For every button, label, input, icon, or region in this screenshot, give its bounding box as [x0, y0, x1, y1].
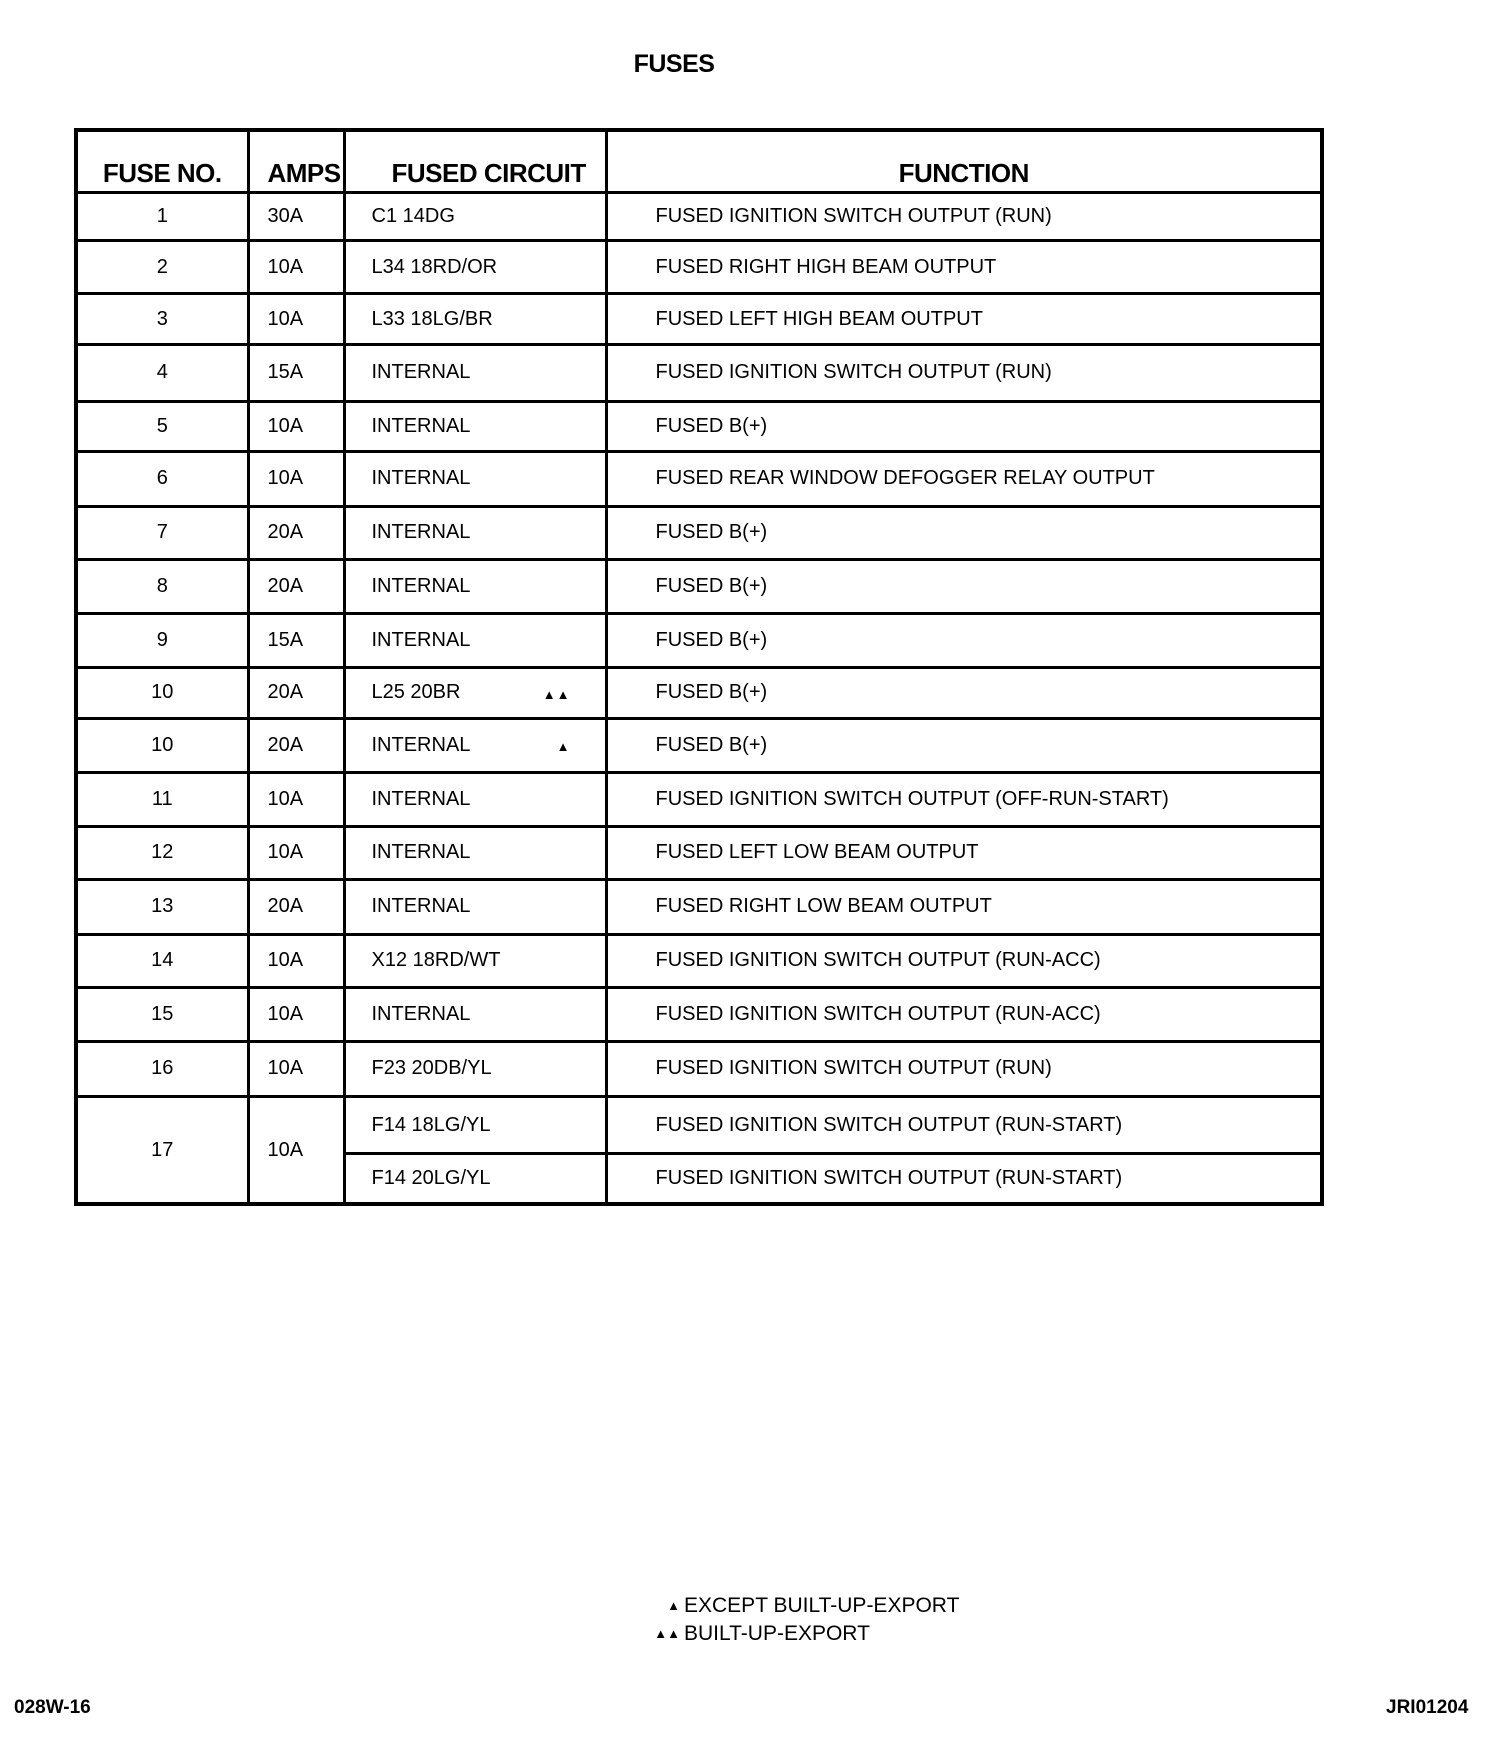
header-row	[76, 130, 1322, 192]
fused-circuit-text: INTERNAL	[371, 414, 471, 437]
fused-circuit-text: X12 18RD/WT	[371, 949, 501, 972]
function-cell: FUSED IGNITION SWITCH OUTPUT (RUN-START)	[606, 1097, 1322, 1154]
function-cell: FUSED IGNITION SWITCH OUTPUT (RUN-START)	[606, 1153, 1322, 1204]
fuse-table	[74, 128, 1324, 1206]
fuse-number-cell: 13	[76, 880, 248, 935]
fused-circuit-cell	[344, 506, 606, 560]
table-row	[76, 613, 1322, 668]
function-cell: FUSED B(+)	[606, 668, 1322, 718]
fuse-number-cell: 9	[76, 613, 248, 668]
fused-circuit-text: F23 20DB/YL	[371, 1057, 492, 1080]
fuse-number-cell: 10	[76, 668, 248, 718]
fused-circuit-cell	[344, 826, 606, 880]
fuse-number-cell: 8	[76, 560, 248, 614]
function-cell: FUSED RIGHT HIGH BEAM OUTPUT	[606, 240, 1322, 294]
amps-cell: 20A	[248, 560, 344, 614]
legend-item-export	[652, 1622, 870, 1646]
function-cell: FUSED RIGHT LOW BEAM OUTPUT	[606, 880, 1322, 935]
fuse-number-cell: 2	[76, 240, 248, 294]
fused-circuit-cell	[344, 560, 606, 614]
fused-circuit-text: INTERNAL	[371, 628, 471, 651]
fused-circuit-text: INTERNAL	[371, 521, 471, 544]
fused-circuit-cell	[344, 344, 606, 401]
amps-cell: 30A	[248, 192, 344, 240]
fuse-number-cell: 11	[76, 773, 248, 827]
fused-circuit-cell: F14 20LG/YL	[344, 1153, 606, 1204]
fused-circuit-cell	[344, 773, 606, 827]
footer-right-code: JRI01204	[1386, 1697, 1469, 1718]
fuse-number-cell: 16	[76, 1041, 248, 1097]
fuse-number-cell: 3	[76, 294, 248, 344]
function-cell: FUSED B(+)	[606, 560, 1322, 614]
amps-cell: 10A	[248, 1041, 344, 1097]
fused-circuit-cell	[344, 668, 606, 718]
amps-cell: 10A	[248, 240, 344, 294]
function-cell: FUSED IGNITION SWITCH OUTPUT (RUN-ACC)	[606, 934, 1322, 988]
table-row	[76, 452, 1322, 507]
table-row	[76, 240, 1322, 294]
table-row	[76, 988, 1322, 1042]
function-cell: FUSED LEFT HIGH BEAM OUTPUT	[606, 294, 1322, 344]
amps-cell: 10A	[248, 294, 344, 344]
fused-circuit-cell	[344, 988, 606, 1042]
fused-circuit-text: INTERNAL	[371, 787, 471, 810]
fuse-number-cell: 1	[76, 192, 248, 240]
amps-cell: 10A	[248, 1097, 344, 1204]
fused-circuit-text: L34 18RD/OR	[371, 255, 498, 278]
amps-cell: 10A	[248, 773, 344, 827]
fused-circuit-cell	[344, 240, 606, 294]
amps-cell: 15A	[248, 344, 344, 401]
table-row	[76, 880, 1322, 935]
amps-cell: 15A	[248, 613, 344, 668]
table-row	[76, 718, 1322, 773]
triangle-icon: ▲	[556, 739, 571, 755]
function-cell: FUSED IGNITION SWITCH OUTPUT (RUN-ACC)	[606, 988, 1322, 1042]
fused-circuit-text: INTERNAL	[371, 1002, 471, 1025]
fused-circuit-cell	[344, 1041, 606, 1097]
double-triangle-icon: ▲▲	[542, 686, 571, 702]
fuse-number-cell: 5	[76, 401, 248, 451]
legend-item-except-export	[652, 1594, 959, 1618]
fuse-number-cell: 14	[76, 934, 248, 988]
function-cell: FUSED B(+)	[606, 506, 1322, 560]
fused-circuit-cell	[344, 452, 606, 507]
double-triangle-icon: ▲▲	[654, 1626, 680, 1641]
fuse-number-cell: 15	[76, 988, 248, 1042]
function-cell: FUSED B(+)	[606, 401, 1322, 451]
footer-left-code: 028W-16	[14, 1697, 91, 1718]
table-row	[76, 934, 1322, 988]
function-cell: FUSED LEFT LOW BEAM OUTPUT	[606, 826, 1322, 880]
function-cell: FUSED IGNITION SWITCH OUTPUT (RUN)	[606, 192, 1322, 240]
fused-circuit-text: L25 20BR	[371, 681, 461, 704]
amps-cell: 20A	[248, 506, 344, 560]
fused-circuit-cell	[344, 613, 606, 668]
amps-cell: 20A	[248, 668, 344, 718]
fused-circuit-cell	[344, 401, 606, 451]
function-cell: FUSED REAR WINDOW DEFOGGER RELAY OUTPUT	[606, 452, 1322, 507]
fused-circuit-text: L33 18LG/BR	[371, 307, 493, 330]
fused-circuit-cell	[344, 880, 606, 935]
fused-circuit-cell: F14 18LG/YL	[344, 1097, 606, 1154]
function-cell: FUSED IGNITION SWITCH OUTPUT (RUN)	[606, 344, 1322, 401]
table-row	[76, 344, 1322, 401]
table-row	[76, 401, 1322, 451]
fuse-number-cell: 17	[76, 1097, 248, 1204]
amps-cell: 20A	[248, 880, 344, 935]
header-function: FUNCTION	[606, 130, 1322, 192]
header-amps: AMPS	[248, 130, 344, 192]
fuse-number-cell: 4	[76, 344, 248, 401]
fused-circuit-text: INTERNAL	[371, 574, 471, 597]
table-row	[76, 294, 1322, 344]
amps-cell: 10A	[248, 452, 344, 507]
amps-cell: 10A	[248, 988, 344, 1042]
table-row	[76, 826, 1322, 880]
amps-cell: 10A	[248, 826, 344, 880]
table-row	[76, 506, 1322, 560]
legend-text: BUILT-UP-EXPORT	[684, 1622, 870, 1645]
fused-circuit-cell	[344, 192, 606, 240]
fused-circuit-text: C1 14DG	[371, 204, 455, 227]
fused-circuit-text: INTERNAL	[371, 361, 471, 384]
header-fused-circuit: FUSED CIRCUIT	[344, 130, 606, 192]
table-row	[76, 192, 1322, 240]
legend-text: EXCEPT BUILT-UP-EXPORT	[684, 1594, 960, 1617]
triangle-icon: ▲	[667, 1598, 680, 1613]
fuse-number-cell: 7	[76, 506, 248, 560]
amps-cell: 10A	[248, 401, 344, 451]
header-fuse-no: FUSE NO.	[76, 130, 248, 192]
function-cell: FUSED IGNITION SWITCH OUTPUT (OFF-RUN-START)	[606, 773, 1322, 827]
function-cell: FUSED B(+)	[606, 718, 1322, 773]
fused-circuit-text: INTERNAL	[371, 467, 471, 490]
amps-cell: 10A	[248, 934, 344, 988]
page-title: FUSES	[633, 50, 715, 78]
table-row	[76, 560, 1322, 614]
function-cell: FUSED IGNITION SWITCH OUTPUT (RUN)	[606, 1041, 1322, 1097]
fuse-number-cell: 10	[76, 718, 248, 773]
fuse-number-cell: 12	[76, 826, 248, 880]
table-row	[76, 1041, 1322, 1097]
fused-circuit-cell	[344, 718, 606, 773]
fused-circuit-text: INTERNAL	[371, 895, 471, 918]
fused-circuit-text: INTERNAL	[371, 841, 471, 864]
amps-cell: 20A	[248, 718, 344, 773]
fused-circuit-text: INTERNAL	[371, 733, 471, 756]
function-cell: FUSED B(+)	[606, 613, 1322, 668]
fused-circuit-cell	[344, 294, 606, 344]
table-row	[76, 1097, 1322, 1154]
fuse-number-cell: 6	[76, 452, 248, 507]
fused-circuit-cell	[344, 934, 606, 988]
table-row	[76, 773, 1322, 827]
table-row	[76, 668, 1322, 718]
